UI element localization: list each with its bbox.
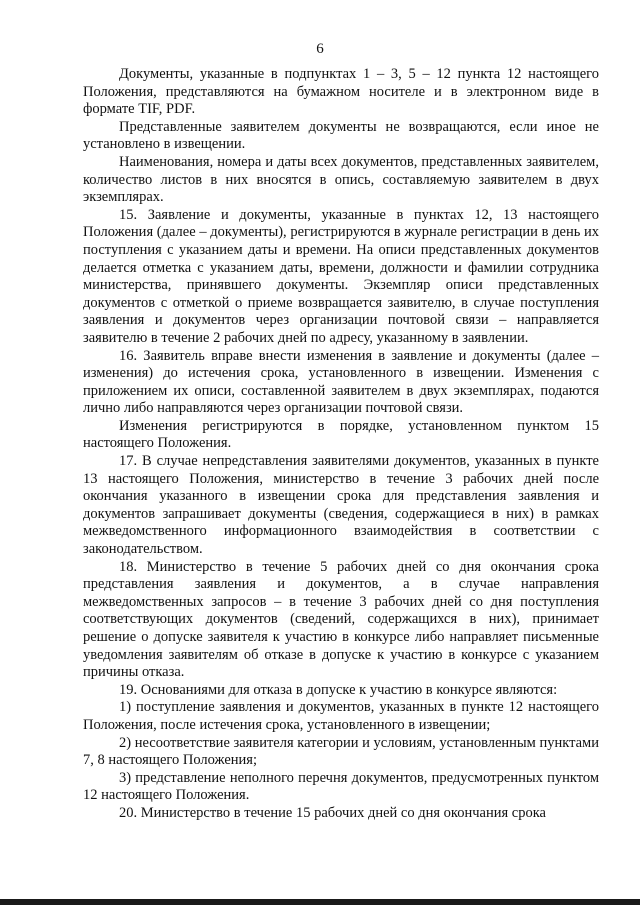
paragraph-clause-19: 19. Основаниями для отказа в допуске к участию в конкурсе являются:: [119, 681, 558, 698]
list-item-reason-2: 2) несоответствие заявителя категории и условиям, установленным пунктами 7, 8 настоящего Положения;: [83, 734, 599, 769]
paragraph-clause-18: 18. Министерство в течение 5 рабочих дней со дня окончания срока представления заявления и документов, а в случае направления межведомственных запросов – в течение 3 рабочих дней со дня поступления соответствующих документов (сведений, содержащихся в них), принимает решение о допуске заявителя к участию в конкурсе либо направляет письменные уведомления заявителям об отказе в допуске к участию в конкурсе с указанием причины отказа.: [83, 558, 599, 681]
list-item-reason-3: 3) представление неполного перечня документов, предусмотренных пунктом 12 настоящего Положения.: [83, 769, 599, 804]
paragraph-formats: Документы, указанные в подпунктах 1 – 3, 5 – 12 пункта 12 настоящего Положения, представляются на бумажном носителе и в электронном виде в формате TIF, PDF.: [83, 66, 599, 118]
page-number: 6: [316, 41, 324, 57]
paragraph-clause-17: 17. В случае непредставления заявителями документов, указанных в пункте 13 настоящего Положения, министерство в течение 3 рабочих дней после окончания указанного в извещении срока для представления заявления и документов запрашивает документы (сведения, содержащиеся в них) в рамках межведомственного информационного взаимодействия в соответствии с законодательством.: [83, 453, 599, 558]
paragraph-not-returned: Представленные заявителем документы не возвращаются, если иное не установлено в извещении.: [83, 118, 599, 153]
paragraph-clause-15: 15. Заявление и документы, указанные в пунктах 12, 13 настоящего Положения (далее – документы), регистрируются в журнале регистрации в день их поступления с указанием даты и времени. На описи представленных документов делается отметка с указанием даты, времени, должности и фамилии сотрудника министерства, принявшего документы. Экземпляр описи представленных документов с отметкой о приеме возвращается заявителю, в случае поступления заявления и документов через организации почтовой связи – направляется заявителю в течение 2 рабочих дней по адресу, указанному в заявлении.: [83, 206, 599, 346]
scan-bottom-edge: [0, 899, 640, 905]
list-item-reason-1: 1) поступление заявления и документов, указанных в пункте 12 настоящего Положения, после истечения срока, установленного в извещении;: [83, 699, 599, 733]
paragraph-changes-registration: Изменения регистрируются в порядке, установленном пунктом 15 настоящего Положения.: [83, 417, 599, 452]
document-body: [83, 66, 599, 823]
paragraph-clause-16: 16. Заявитель вправе внести изменения в заявление и документы (далее – изменения) до истечения срока, установленного в извещении. Изменения с приложением их описи, составленной заявителем в двух экземплярах, подаются лично либо направляются через организации почтовой связи.: [83, 347, 599, 417]
paragraph-clause-20: 20. Министерство в течение 15 рабочих дней со дня окончания срока: [119, 804, 546, 821]
paragraph-inventory: Наименования, номера и даты всех документов, представленных заявителем, количество листов в них вносятся в опись, составляемую заявителем в двух экземплярах.: [83, 153, 599, 206]
